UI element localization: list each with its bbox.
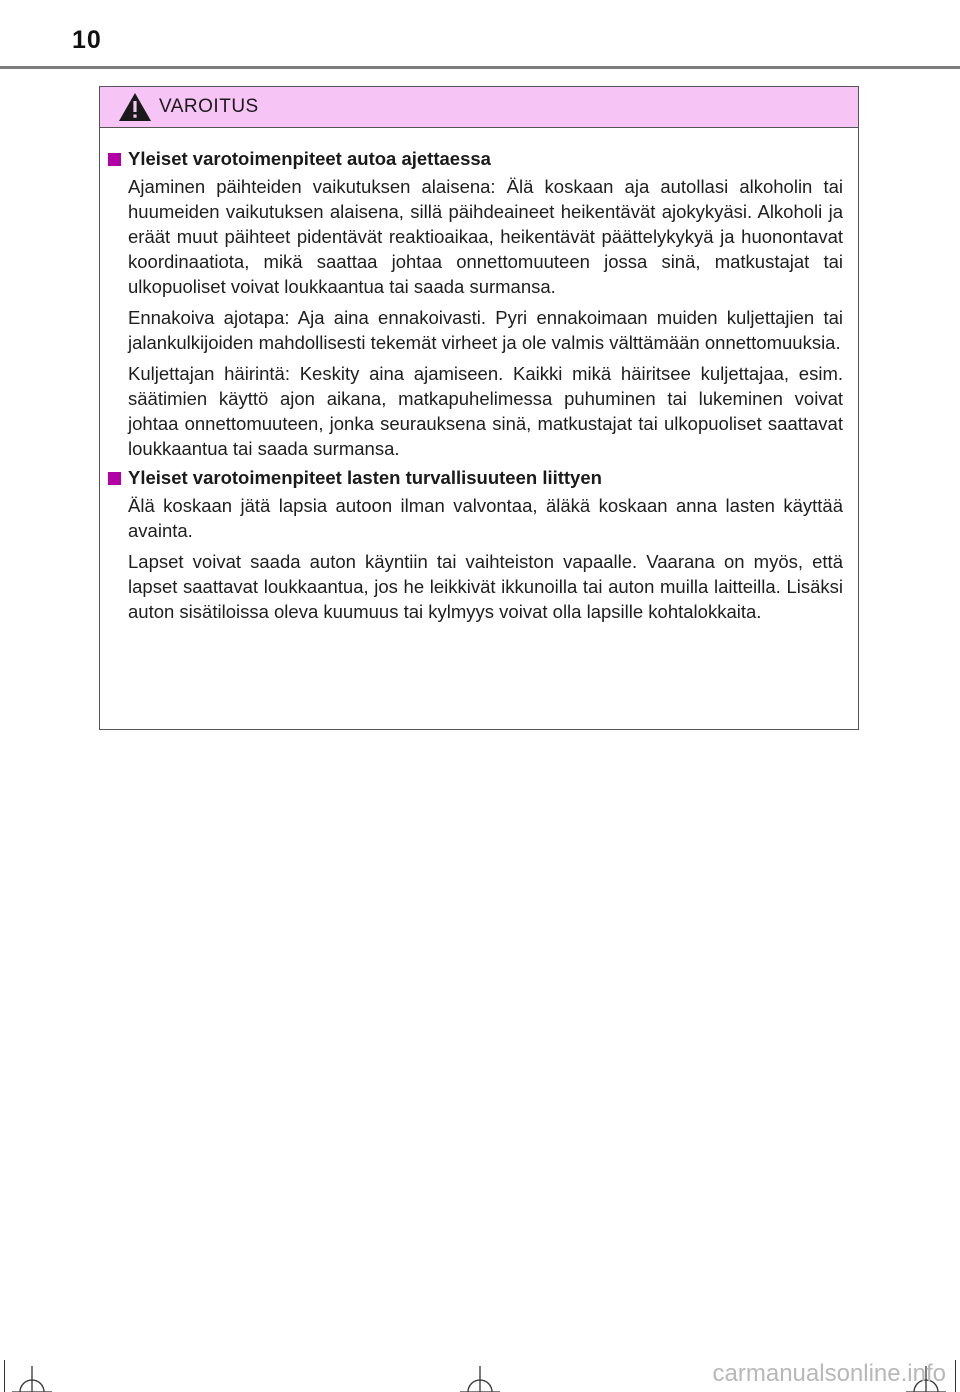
crop-mark xyxy=(955,1360,956,1392)
warning-body xyxy=(100,128,858,624)
page-number: 10 xyxy=(72,26,102,54)
paragraph: Kuljettajan häirintä: Keskity aina ajamiseen. Kaikki mikä häiritsee kuljettajaa, esim. säätimien käyttö ajon aikana, matkapuhelimessa puhuminen tai lukeminen voivat johtaa onnettomuuteen, jonka seurauksena sinä, matkustajat tai ulkopuoliset saattavat loukkaantua tai saada surmansa. xyxy=(128,363,843,459)
watermark: carmanualsonline.info xyxy=(712,1360,946,1387)
registration-mark-icon xyxy=(460,1352,500,1392)
square-bullet-icon xyxy=(108,472,121,485)
registration-mark-icon xyxy=(12,1352,52,1392)
section-heading-text: Yleiset varotoimenpiteet autoa ajettaessa xyxy=(128,148,491,169)
section-heading xyxy=(105,467,843,489)
paragraph: Älä koskaan jätä lapsia autoon ilman valvontaa, äläkä koskaan anna lasten käyttää avainta. xyxy=(128,495,843,541)
header-rule xyxy=(0,66,960,69)
paragraph: Ajaminen päihteiden vaikutuksen alaisena: Älä koskaan aja autollasi alkoholin tai huumeiden vaikutuksen alaisena, sillä päihdeaineet heikentävät ajokykyäsi. Alkoholi ja eräät muut päihteet pidentävät reaktioaikaa, heikentävät päättelykykyä ja huonontavat koordinaatiota, mikä saattaa johtaa onnettomuuteen jossa sinä, matkustajat tai ulkopuoliset voivat loukkaantua tai saada surmansa. xyxy=(128,176,843,297)
crop-mark xyxy=(4,1360,5,1392)
square-bullet-icon xyxy=(108,153,121,166)
section-heading xyxy=(105,148,843,170)
paragraph: Lapset voivat saada auton käyntiin tai vaihteiston vapaalle. Vaarana on myös, että lapset saattavat loukkaantua, jos he leikkivät ikkunoilla tai auton muilla laitteilla. Lisäksi auton sisätiloissa oleva kuumuus tai kylmyys voivat olla lapsille kohtalokkaita. xyxy=(128,551,843,622)
warning-box xyxy=(99,86,859,730)
warning-header xyxy=(100,87,858,128)
warning-triangle-icon xyxy=(118,92,152,122)
paragraph: Ennakoiva ajotapa: Aja aina ennakoivasti. Pyri ennakoimaan muiden kuljettajien tai jalankulkijoiden mahdollisesti tekemät virheet ja ole valmis välttämään onnettomuuksia. xyxy=(128,307,843,353)
warning-title: VAROITUS xyxy=(159,96,259,117)
section-child-safety xyxy=(105,467,843,624)
section-driving-precautions xyxy=(105,148,843,461)
section-heading-text: Yleiset varotoimenpiteet lasten turvallisuuteen liittyen xyxy=(128,467,602,488)
